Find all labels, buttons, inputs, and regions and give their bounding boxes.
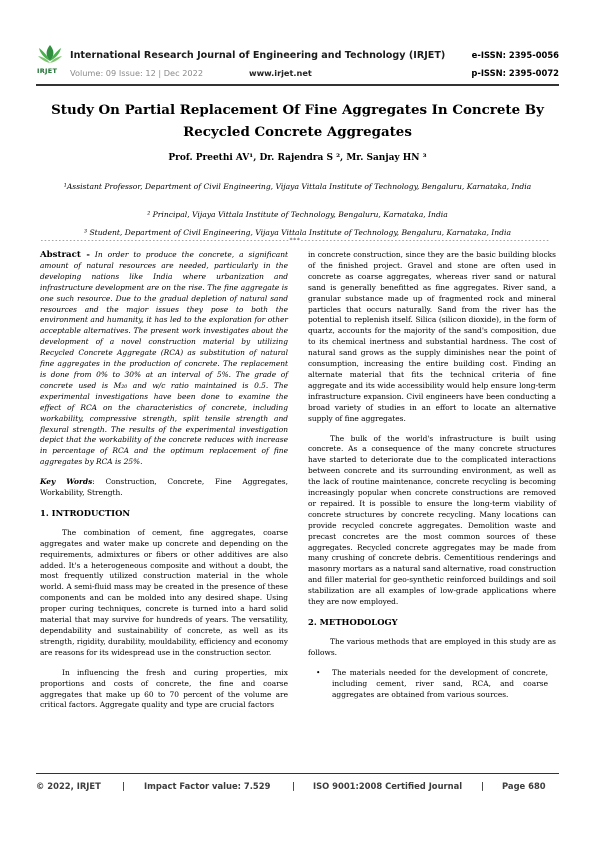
journal-name: International Research Journal of Engineering and Technology (IRJET) bbox=[70, 50, 446, 61]
keywords bbox=[40, 477, 288, 499]
footer-separator: | bbox=[122, 781, 126, 791]
affiliation-1: ¹Assistant Professor, Department of Civil Engineering, Vijaya Vittala Institute of Technology, Bengaluru, Karnataka, India bbox=[63, 182, 532, 191]
bullet-text: The materials needed for the development of concrete, including cement, river sand, RCA, and coarse aggregates are obtained from various sources. bbox=[332, 667, 548, 699]
intro-paragraph-1: The combination of cement, fine aggregates, coarse aggregates and water make up concrete and depending on the requirements, admixtures or fibers or other additives are also added. It's a heterogeneous composite and without a doubt, the most frequently utilized construction material in the whole world. A semi-fluid mass may be created in the presence of these components and can be molded into any desired shape. Using proper curing techniques, concrete is turned into a hard solid material that may survive for hundreds of years. The versatility, dependability and sustainability of concrete, as well as its strength, rigidity, durability, mouldability, efficiency and economy are reasons for its widespread use in the construction sector. bbox=[40, 527, 288, 657]
logo-text: IRJET bbox=[37, 67, 58, 75]
introduction-heading: 1. INTRODUCTION bbox=[40, 507, 131, 518]
p-issn: p-ISSN: 2395-0072 bbox=[471, 68, 559, 78]
intro-paragraph-continued: in concrete construction, since they are the basic building blocks of the finished project. Gravel and stone are often used in concrete as coarse aggregates, whereas river sand or natural sand is generally benefitted as fine aggregates. River sand, a granular substance made up of fragmented rock and mineral particles that occurs naturally. Sand from the river has the potential to replenish itself. Silica (silicon dioxide), in the form of quartz, accounts for the majority of the sand's composition, due to its chemical inertness and substantial hardness. The cost of natural sand grows as the supply diminishes near the point of consumption, increasing the entire building cost. Finding an alternate material that fits the technical criteria of fine aggregate and its wide accessibility would help ensure long-term infrastructure expansion. Civil engineers have been conducting a broad variety of studies in an effort to locate an alternative supply of fine aggregates. bbox=[308, 250, 556, 423]
volume-info: Volume: 09 Issue: 12 | Dec 2022 bbox=[70, 68, 204, 78]
journal-header bbox=[36, 38, 559, 84]
e-issn: e-ISSN: 2395-0056 bbox=[471, 50, 559, 60]
journal-website-link[interactable]: www.irjet.net bbox=[249, 68, 312, 78]
intro-paragraph-2: In influencing the fresh and curing properties, mix proportions and costs of concrete, the fine and coarse aggregates that make up 60 to 70 percent of the volume are critical factors. Aggregate quality and type are crucial factors bbox=[40, 667, 288, 710]
abstract-text: In order to produce the concrete, a significant amount of natural resources are needed, particularly in the developing nations like India where urbanization and infrastructure development are on the rise. The fine aggregate is one such resource. Due to the gradual depletion of natural sand resources and the major issues they pose to both the environment and humanity, it has led to the exploration for other acceptable alternatives. The present work investigates about the development of a novel construction material by utilizing Recycled Concrete Aggregate (RCA) as substitution of natural fine aggregates in the production of concrete. The replacement is done from 0% to 30% at an interval of 5%. The grade of concrete used is M₂₀ and w/c ratio maintained is 0.5. The experimental investigations have been done to examine the effect of RCA on the characteristics of concrete, including workability, compressive strength, split tensile strength and flexural strength. The results of the experimental investigation depict that the workability of the concrete reduces with increase in percentage of RCA and the optimum replacement of fine aggregates by RCA is 25%. bbox=[40, 250, 288, 467]
separator-line: ---------------------------------------------------------------------***--------------------------------------------------------------------- bbox=[40, 237, 550, 244]
right-column bbox=[308, 250, 556, 700]
footer-impact-factor: Impact Factor value: 7.529 bbox=[144, 781, 271, 791]
footer-separator: | bbox=[292, 781, 296, 791]
intro-paragraph-3: The bulk of the world's infrastructure is built using concrete. As a consequence of the many concrete structures have started to deteriorate due to the complicated interactions between concrete and its surrounding environment, as well as the lack of routine maintenance, concrete recycling is becoming increasingly popular when concrete constructions are removed or repaired. It is possible to ensure the long-term viability of concrete structures by concrete recycling. Many locations can provide recycled concrete aggregates. Demolition waste and precast concretes are the most common sources of these aggregates. Recycled concrete aggregates may be made from many crushing of concrete debris. Cementitious renderings and masonry mortars as a natural sand alternative, road construction and filler material for geo-synthetic reinforced buildings and soil stabilization are all examples of low-grade applications where they are now employed. bbox=[308, 433, 556, 607]
paper-authors: Prof. Preethi AV¹, Dr. Rajendra S ², Mr. Sanjay HN ³ bbox=[168, 153, 427, 163]
bullet-icon: • bbox=[316, 667, 321, 677]
left-column bbox=[40, 250, 288, 720]
abstract bbox=[40, 250, 288, 468]
footer-copyright: © 2022, IRJET bbox=[36, 781, 101, 791]
header-divider bbox=[36, 84, 559, 86]
affiliation-3: ³ Student, Department of Civil Engineering, Vijaya Vittala Institute of Technology, Bengaluru, Karnataka, India bbox=[84, 228, 511, 237]
footer-divider bbox=[36, 773, 559, 774]
keywords-label: Key Words bbox=[40, 477, 93, 487]
footer-iso: ISO 9001:2008 Certified Journal bbox=[313, 781, 463, 791]
affiliation-2: ² Principal, Vijaya Vittala Institute of Technology, Bengaluru, Karnataka, India bbox=[147, 210, 448, 219]
methodology-paragraph: The various methods that are employed in this study are as follows. bbox=[308, 636, 556, 657]
paper-title: Study On Partial Replacement Of Fine Aggregates In Concrete By Recycled Concrete Aggregates bbox=[51, 102, 544, 140]
methodology-heading: 2. METHODOLOGY bbox=[308, 617, 398, 627]
methodology-list-item bbox=[308, 668, 556, 701]
footer-page-number: Page 680 bbox=[502, 781, 546, 791]
page-footer bbox=[36, 781, 559, 795]
keywords-text: : Construction, Concrete, Fine Aggregates, Workability, Strength. bbox=[40, 477, 288, 498]
footer-separator: | bbox=[481, 781, 485, 791]
abstract-label: Abstract - bbox=[40, 250, 90, 260]
